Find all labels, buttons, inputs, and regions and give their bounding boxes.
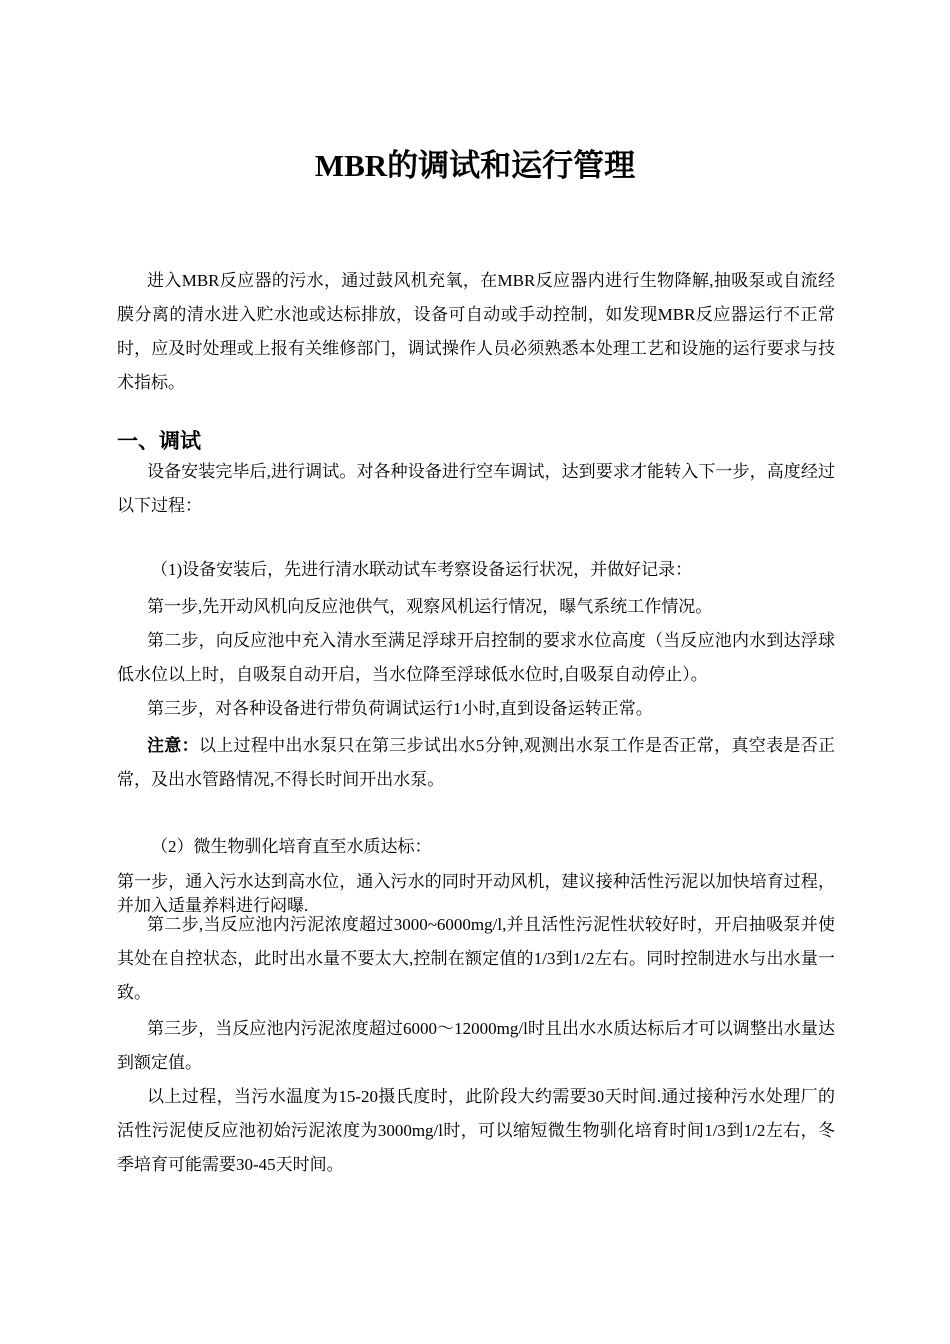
- section-heading: 一、调试: [117, 429, 201, 453]
- part1-step2: 第二步，向反应池中充入清水至满足浮球开启控制的要求水位高度（当反应池内水到达浮球低水位以上时，自吸泵自动开启，当水位降至浮球低水位时,自吸泵自动停止）。: [117, 631, 835, 684]
- intro-paragraph: 进入MBR反应器的污水，通过鼓风机充氧，在MBR反应器内进行生物降解,抽吸泵或自流经膜分离的清水进入贮水池或达标排放，设备可自动或手动控制，如发现MBR反应器运行不正常时，应及时处理或上报有关维修部门，调试操作人员必须熟悉本处理工艺和设施的运行要求与技术指标。: [117, 271, 835, 392]
- document-title: MBR的调试和运行管理: [314, 148, 636, 183]
- note-text: 以上过程中出水泵只在第三步试出水5分钟,观测出水泵工作是否正常，真空表是否正常，及出水管路情况,不得长时间开出水泵。: [117, 736, 836, 789]
- part2-title: （2）微生物驯化培育直至水质达标：: [151, 837, 432, 856]
- note-label: 注意：: [147, 736, 199, 755]
- part1-step3: 第三步，对各种设备进行带负荷调试运行1小时,直到设备运转正常。: [147, 699, 653, 718]
- part2-step3: 第三步，当反应池内污泥浓度超过6000～12000mg/l时且出水水质达标后才可以调整出水量达到额定值。: [117, 1019, 835, 1072]
- section-lead-paragraph: 设备安装完毕后,进行调试。对各种设备进行空车调试，达到要求才能转入下一步，高度经过以下过程：: [117, 462, 835, 515]
- part1-title: （1)设备安装后，先进行清水联动试车考察设备运行状况，并做好记录：: [151, 560, 693, 579]
- part2-step1: 第一步，通入污水达到高水位，通入污水的同时开动风机，建议接种活性污泥以加快培育过程，并加入适量养料进行闷曝.: [117, 872, 835, 915]
- part2-summary: 以上过程，当污水温度为15-20摄氏度时，此阶段大约需要30天时间.通过接种污水处理厂的活性污泥使反应池初始污泥浓度为3000mg/l时，可以缩短微生物驯化培育时间1/3到1/2左右，冬季培育可能需要30-45天时间。: [117, 1087, 835, 1174]
- part1-step1: 第一步,先开动风机向反应池供气，观察风机运行情况，曝气系统工作情况。: [147, 597, 713, 616]
- part1-note: [117, 729, 835, 797]
- part2-step2: 第二步,当反应池内污泥浓度超过3000~6000mg/l,并且活性污泥性状较好时，开启抽吸泵并使其处在自控状态，此时出水量不要太大,控制在额定值的1/3到1/2左右。同时控制进水与出水量一致。: [117, 915, 835, 1002]
